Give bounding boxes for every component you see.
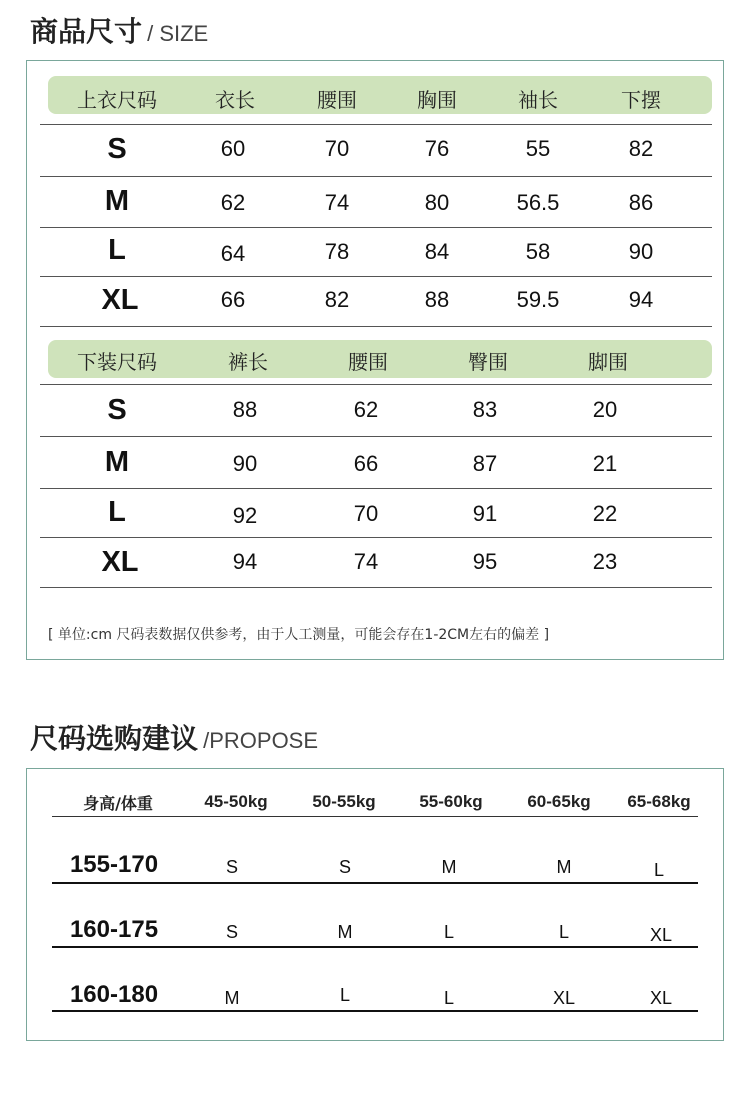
top-header-size: 上衣尺码 <box>77 88 157 112</box>
top-header-hem: 下摆 <box>621 88 661 112</box>
propose-header-weight: 45-50kg <box>204 792 268 811</box>
bottom-cell: 95 <box>472 549 498 574</box>
propose-cell: S <box>338 857 352 877</box>
top-row-size: L <box>108 234 126 266</box>
propose-header-weight: 50-55kg <box>312 792 376 811</box>
propose-cell: XL <box>649 988 673 1008</box>
bottom-cell: 22 <box>592 501 618 526</box>
top-cell: 70 <box>324 136 350 161</box>
divider <box>40 384 712 385</box>
propose-cell: S <box>225 922 239 942</box>
propose-cell: XL <box>552 988 576 1008</box>
propose-row-height: 160-180 <box>69 981 159 1008</box>
top-cell: 55 <box>525 136 551 161</box>
bottom-cell: 74 <box>353 549 379 574</box>
size-title-en: / SIZE <box>147 21 209 46</box>
propose-title-en: /PROPOSE <box>203 728 319 753</box>
bottom-cell: 87 <box>472 451 498 476</box>
size-section-title <box>30 10 208 50</box>
propose-cell: S <box>225 857 239 877</box>
divider <box>40 537 712 538</box>
bottom-cell: 91 <box>472 501 498 526</box>
bottom-cell: 90 <box>232 451 258 476</box>
divider <box>40 488 712 489</box>
top-cell: 88 <box>424 287 450 312</box>
propose-row-height: 155-170 <box>69 851 159 878</box>
top-cell: 78 <box>324 239 350 264</box>
propose-cell: M <box>337 922 353 942</box>
top-cell: 80 <box>424 190 450 215</box>
bottom-cell: 92 <box>232 503 258 528</box>
propose-header-weight: 65-68kg <box>627 792 691 811</box>
top-cell: 64 <box>220 241 246 266</box>
propose-cell: L <box>339 985 351 1005</box>
bottom-header-ankle: 脚围 <box>588 350 628 374</box>
bottom-header-waist: 腰围 <box>348 350 388 374</box>
bottom-cell: 94 <box>232 549 258 574</box>
top-header-waist: 腰围 <box>317 88 357 112</box>
divider <box>40 587 712 588</box>
top-row-size: M <box>104 185 130 217</box>
bottom-cell: 88 <box>232 397 258 422</box>
top-cell: 58 <box>525 239 551 264</box>
bottom-cell: 66 <box>353 451 379 476</box>
propose-cell: L <box>653 860 665 880</box>
bottom-cell: 23 <box>592 549 618 574</box>
bottom-header-length: 裤长 <box>228 350 268 374</box>
bottom-cell: 83 <box>472 397 498 422</box>
propose-cell: L <box>443 988 455 1008</box>
top-cell: 62 <box>220 190 246 215</box>
propose-header-height-weight: 身高/体重 <box>83 794 153 813</box>
divider <box>52 1010 698 1012</box>
divider <box>40 326 712 327</box>
bottom-row-size: S <box>107 394 127 426</box>
divider <box>52 882 698 884</box>
top-cell: 84 <box>424 239 450 264</box>
top-header-chest: 胸围 <box>417 88 457 112</box>
propose-cell: M <box>556 857 572 877</box>
top-cell: 90 <box>628 239 654 264</box>
propose-title-zh: 尺码选购建议 <box>30 722 199 755</box>
top-header-length: 衣长 <box>215 88 255 112</box>
bottom-row-size: XL <box>101 546 139 578</box>
divider <box>40 436 712 437</box>
top-cell: 82 <box>324 287 350 312</box>
divider <box>40 124 712 125</box>
propose-section-title <box>30 717 318 757</box>
bottom-cell: 70 <box>353 501 379 526</box>
top-cell: 56.5 <box>516 190 560 215</box>
propose-header-weight: 60-65kg <box>527 792 591 811</box>
divider <box>40 276 712 277</box>
propose-header-weight: 55-60kg <box>419 792 483 811</box>
propose-cell: L <box>443 922 455 942</box>
bottom-header-size: 下装尺码 <box>77 350 157 374</box>
bottom-row-size: L <box>108 496 126 528</box>
bottom-row-size: M <box>104 446 130 478</box>
propose-cell: M <box>441 857 457 877</box>
divider <box>40 176 712 177</box>
measurement-note: [ 单位:cm 尺码表数据仅供参考，由于人工测量，可能会存在1-2CM左右的偏差 ] <box>48 627 550 643</box>
bottom-header-hip: 臀围 <box>468 350 508 374</box>
top-row-size: XL <box>101 284 139 316</box>
divider <box>52 946 698 948</box>
divider <box>52 816 698 817</box>
propose-row-height: 160-175 <box>69 916 159 943</box>
bottom-cell: 62 <box>353 397 379 422</box>
top-cell: 76 <box>424 136 450 161</box>
top-cell: 82 <box>628 136 654 161</box>
top-cell: 74 <box>324 190 350 215</box>
top-cell: 59.5 <box>516 287 560 312</box>
top-cell: 94 <box>628 287 654 312</box>
divider <box>40 227 712 228</box>
top-header-sleeve: 袖长 <box>518 88 558 112</box>
top-cell: 86 <box>628 190 654 215</box>
propose-cell: XL <box>649 925 673 945</box>
propose-cell: M <box>224 988 240 1008</box>
top-cell: 60 <box>220 136 246 161</box>
bottom-cell: 20 <box>592 397 618 422</box>
top-row-size: S <box>107 133 127 165</box>
propose-cell: L <box>558 922 570 942</box>
bottom-cell: 21 <box>592 451 618 476</box>
top-cell: 66 <box>220 287 246 312</box>
size-title-zh: 商品尺寸 <box>30 15 143 48</box>
